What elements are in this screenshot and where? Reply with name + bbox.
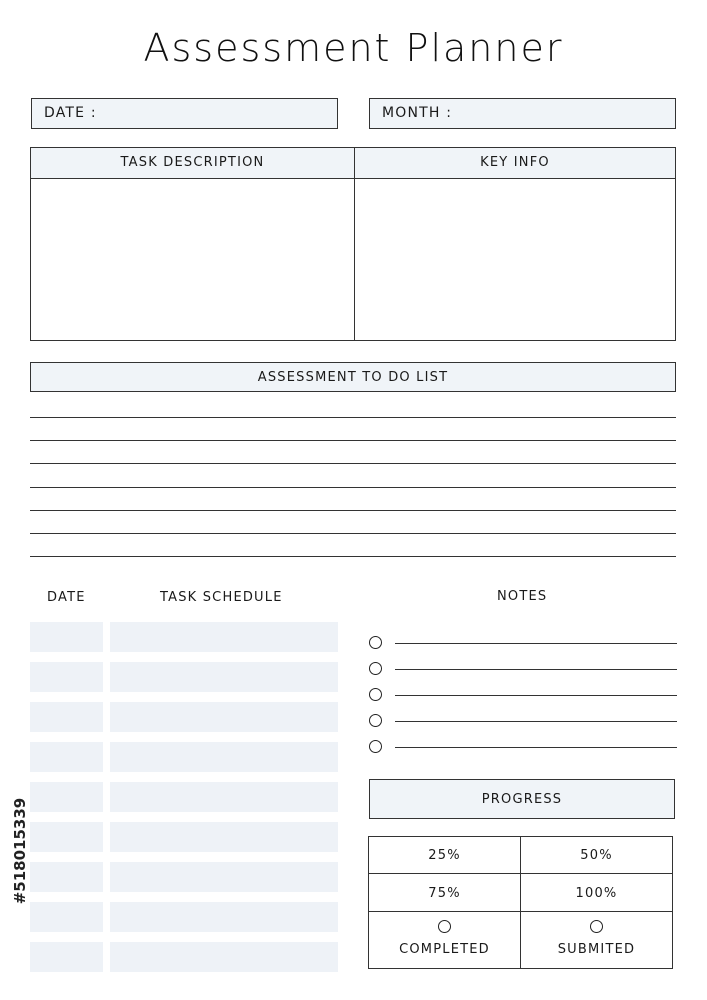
todo-line[interactable] (30, 463, 676, 464)
progress-25-label: 25% (428, 848, 461, 863)
month-field[interactable] (369, 98, 676, 129)
date-field[interactable] (31, 98, 338, 129)
watermark-id: #518015339 (11, 797, 29, 905)
todo-line[interactable] (30, 533, 676, 534)
schedule-date-cell[interactable] (30, 702, 103, 732)
schedule-task-cell[interactable] (110, 622, 338, 652)
schedule-date-cell[interactable] (30, 782, 103, 812)
progress-50-label: 50% (580, 848, 613, 863)
schedule-task-cell[interactable] (110, 822, 338, 852)
note-line[interactable] (395, 747, 677, 748)
completed-checkbox-icon[interactable] (438, 920, 451, 933)
progress-100-cell[interactable] (520, 873, 673, 912)
progress-50-cell[interactable] (520, 836, 673, 874)
task-info-table (30, 147, 676, 341)
completed-label: COMPLETED (399, 942, 490, 957)
schedule-task-cell[interactable] (110, 662, 338, 692)
schedule-task-cell[interactable] (110, 742, 338, 772)
schedule-task-cell[interactable] (110, 942, 338, 972)
schedule-date-cell[interactable] (30, 902, 103, 932)
schedule-date-cell[interactable] (30, 822, 103, 852)
schedule-date-cell[interactable] (30, 622, 103, 652)
key-info-column[interactable] (354, 148, 675, 340)
progress-100-label: 100% (575, 886, 618, 901)
notes-header: NOTES (497, 589, 548, 604)
task-description-header: TASK DESCRIPTION (31, 148, 354, 179)
progress-75-label: 75% (428, 886, 461, 901)
month-label: MONTH : (382, 105, 453, 121)
submitted-checkbox-icon[interactable] (590, 920, 603, 933)
completed-cell[interactable] (368, 911, 521, 969)
note-line[interactable] (395, 643, 677, 644)
submitted-cell[interactable] (520, 911, 673, 969)
schedule-task-cell[interactable] (110, 702, 338, 732)
task-description-column[interactable] (31, 148, 354, 340)
progress-25-cell[interactable] (368, 836, 521, 874)
schedule-task-cell[interactable] (110, 782, 338, 812)
schedule-task-cell[interactable] (110, 862, 338, 892)
key-info-header: KEY INFO (355, 148, 675, 179)
todo-line[interactable] (30, 417, 676, 418)
todo-list-header: ASSESSMENT TO DO LIST (30, 362, 676, 392)
note-line[interactable] (395, 721, 677, 722)
schedule-task-cell[interactable] (110, 902, 338, 932)
page-title: Assessment Planner (143, 26, 564, 70)
todo-line[interactable] (30, 440, 676, 441)
note-bullet-icon[interactable] (369, 714, 382, 727)
note-bullet-icon[interactable] (369, 740, 382, 753)
note-line[interactable] (395, 695, 677, 696)
todo-line[interactable] (30, 487, 676, 488)
schedule-task-header: TASK SCHEDULE (160, 590, 283, 605)
date-label: DATE : (44, 105, 97, 121)
todo-line[interactable] (30, 556, 676, 557)
todo-line[interactable] (30, 510, 676, 511)
note-line[interactable] (395, 669, 677, 670)
note-bullet-icon[interactable] (369, 662, 382, 675)
note-bullet-icon[interactable] (369, 636, 382, 649)
progress-75-cell[interactable] (368, 873, 521, 912)
schedule-date-cell[interactable] (30, 742, 103, 772)
schedule-date-cell[interactable] (30, 862, 103, 892)
progress-header: PROGRESS (369, 779, 675, 819)
schedule-date-cell[interactable] (30, 942, 103, 972)
note-bullet-icon[interactable] (369, 688, 382, 701)
schedule-date-cell[interactable] (30, 662, 103, 692)
submitted-label: SUBMITED (557, 942, 636, 957)
schedule-date-header: DATE (47, 590, 86, 605)
